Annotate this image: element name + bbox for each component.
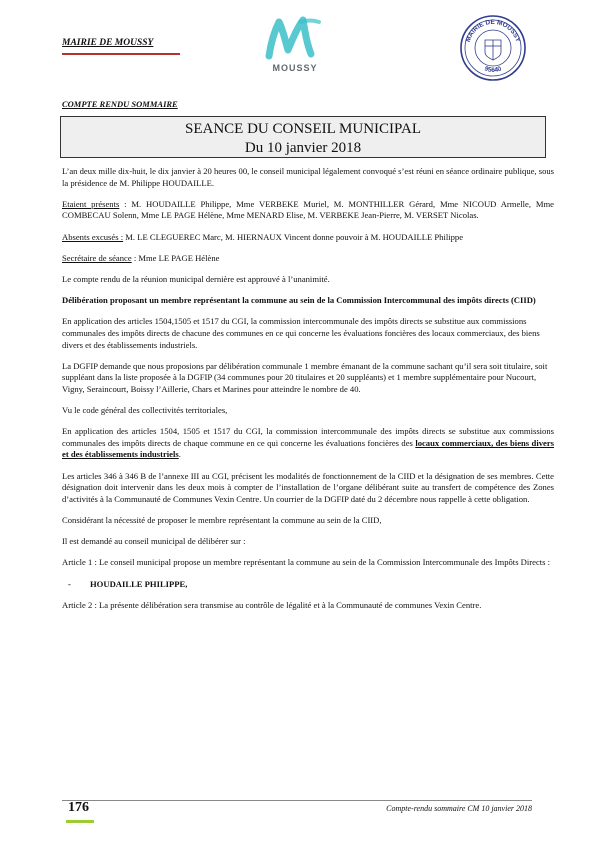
- paragraph-considerant: Considérant la nécessité de proposer le membre représentant la commune au sein de la CIID,: [62, 515, 382, 525]
- page-subtitle-date: Du 10 janvier 2018: [244, 140, 362, 156]
- mairie-header-title: MAIRIE DE MOUSSY: [62, 38, 154, 48]
- absent-list: M. LE CLEGUEREC Marc, M. HIERNAUX Vincent donne pouvoir à M. HOUDAILLE Philippe: [123, 231, 464, 242]
- page-title: SEANCE DU CONSEIL MUNICIPAL: [185, 121, 421, 137]
- secretary-paragraph: [62, 253, 554, 265]
- moussy-logo: [255, 16, 335, 78]
- approval-paragraph: Le compte rendu de la réunion municipal dernière est approuvé à l’unanimité.: [62, 273, 330, 284]
- seal-emblem-icon: [485, 40, 501, 60]
- svg-text:95640: [483, 65, 502, 74]
- bullet-member: [62, 579, 554, 591]
- bullet-mark: -: [68, 578, 71, 589]
- member-name: HOUDAILLE PHILIPPE,: [90, 578, 188, 589]
- logo-text: MOUSSY: [272, 63, 318, 73]
- footer-text: Compte-rendu sommaire CM 10 janvier 2018: [386, 804, 532, 813]
- header-rule: [62, 53, 180, 55]
- paragraph-demande: Il est demandé au conseil municipal de délibérer sur :: [62, 536, 246, 547]
- article-2: Article 2 : La présente délibération sera transmise au contrôle de légalité et à la Communauté de communes Vexin Centre.: [62, 599, 482, 610]
- paragraph-articles-346: Les articles 346 à 346 B de l’annexe III au CGI, précisent les modalités de fonctionnement de la CIID et la désignation de ses membres. Cette désignation doit intervenir dans les deux mois à compter de l’installation de l’organe délibérant suite au transfert de compétence des Zones d’activités à la Communauté de Communes Vexin Centre. Un courrier de la DGFIP daté du 2 décembre nous rappelle à cette obligation.: [62, 470, 554, 504]
- present-paragraph: [62, 199, 554, 222]
- paragraph-code-general: Vu le code général des collectivités territoriales,: [62, 405, 228, 416]
- mairie-seal: [459, 14, 527, 82]
- secretary-label: Secrétaire de séance: [62, 252, 132, 263]
- document-body: [62, 166, 554, 621]
- page-number-accent: [66, 820, 94, 823]
- paragraph-application-2-emphasis: locaux commerciaux, des biens divers et des établissements industriels: [62, 437, 554, 460]
- paragraph-application-1: En application des articles 1504,1505 et 1517 du CGI, la commission intercommunale des impôts directs se substitue aux commissions communales des impôts directs de chacune des communes en ce qui concerne les évaluations foncières des locaux commerciaux, des biens divers et des établissements industriels.: [62, 316, 540, 350]
- paragraph-dgfip: La DGFIP demande que nous proposions par délibération communale 1 membre émanant de la commune sachant qu’il sera soit titulaire, soit suppléant dans la liste proposée à la DGFIP (34 communes pour 20 titulaires et 20 suppléants) et 1 membre supplémentaire pour Nucourt, Vigny, Seraincourt, Boissy l’Aillerie, Chars et Marines pour atteindre le nombre de 40.: [62, 360, 548, 394]
- secretary-name: : Mme LE PAGE Hélène: [131, 252, 220, 263]
- deliberation-title: Délibération proposant un membre représentant la commune au sein de la Commission Intercommunal des impôts directs (CIID): [62, 295, 536, 306]
- seal-text-top: MAIRIE DE MOUSSY: [464, 18, 522, 44]
- absent-paragraph: [62, 232, 554, 244]
- article-1: Article 1 : Le conseil municipal propose un membre représentant la commune au sein de la Commission Intercommunale des Impôts Directs :: [62, 557, 551, 568]
- paragraph-application-2: [62, 426, 554, 461]
- footer-rule: [62, 800, 532, 801]
- logo-brush-mark: [269, 20, 311, 56]
- absent-label: Absents excusés :: [62, 231, 124, 242]
- section-label: COMPTE RENDU SOMMAIRE: [62, 99, 178, 109]
- intro-paragraph: L’an deux mille dix-huit, le dix janvier à 20 heures 00, le conseil municipal légalement convoqué s’est réuni en séance ordinaire publique, sous la présidence de M. Philippe HOUDAILLE.: [62, 166, 555, 188]
- seal-text-bottom: 95640: [483, 65, 503, 74]
- page-number: 176: [68, 800, 89, 815]
- paragraph-application-2-end: .: [178, 449, 181, 460]
- present-label: Etaient présents: [62, 198, 120, 209]
- paragraph-application-2-text: En application des articles 1504, 1505 et 1517 du CGI, la commission intercommunale des impôts directs se substitue aux commissions communales des impôts directs de chaque commune en ce qui concerne les évaluations foncières des: [62, 426, 554, 448]
- title-box: [60, 116, 546, 158]
- present-list: : M. HOUDAILLE Philippe, Mme VERBEKE Muriel, M. MONTHILLER Gérard, Mme NICOUD Armelle, Mme COMBECAU Solenn, Mme LE PAGE Hélène, Mme MENARD Elise, M. VERBEKE Jean-Pierre, M. VERSET Nicolas.: [62, 198, 554, 221]
